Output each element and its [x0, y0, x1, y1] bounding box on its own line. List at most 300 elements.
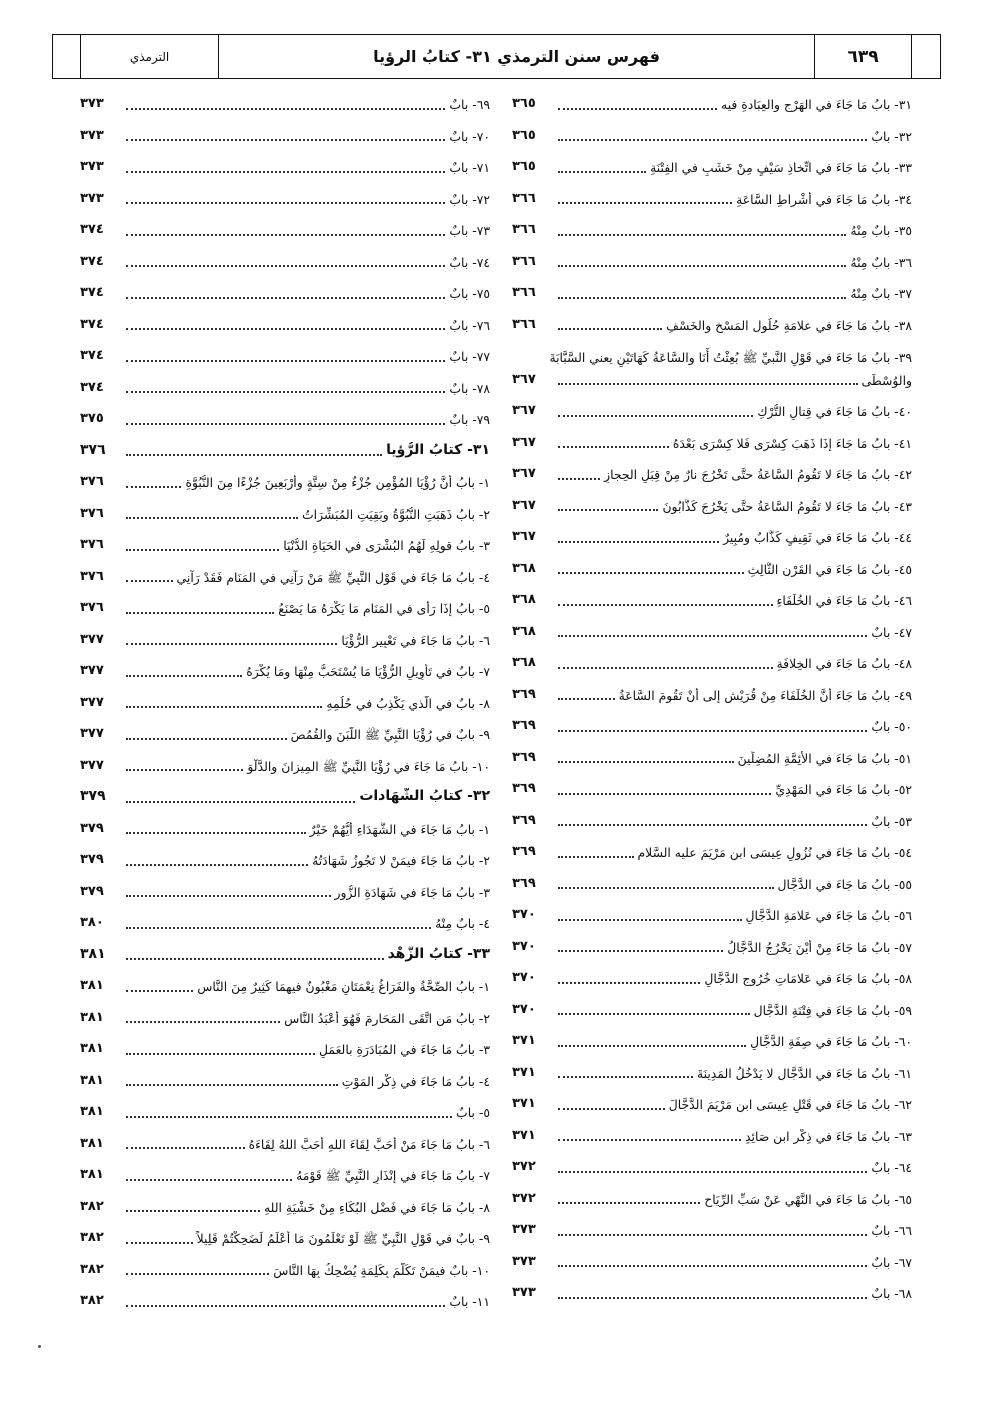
index-entry-page: ٣٦٩	[512, 718, 536, 734]
index-entry-text: ٨- بابٌ في الَّذي يَكْذِبُ في حُلُمِهِ	[326, 695, 490, 711]
index-entry-page: ٣٧٠	[512, 970, 536, 986]
index-entry-text: ٤- بابُ مَا جَاءَ في قَوْلِ النَّبِيِّ ﷺ مَنْ رَآنِي في المَنَامِ فَقَدْ رَآنِي	[176, 569, 490, 585]
index-entry[interactable]	[80, 842, 490, 874]
index-entry-text: ١- بابُ أَنَّ رُؤْيَا المُؤْمِنِ جُزْءٌ مِنْ سِتَّةٍ وأَرْبَعِينَ جُزْءًا مِنَ النُّبُوَّةِ	[185, 475, 490, 490]
index-entry[interactable]	[80, 1063, 490, 1095]
index-entry-text: ٧٦- بابٌ	[449, 317, 490, 333]
index-entry-text-continued: والوُسْطَى	[861, 372, 912, 388]
index-entry-leader	[554, 562, 912, 578]
index-entry-page: ٣٧٦	[80, 568, 104, 584]
index-entry-leader	[122, 1294, 490, 1310]
index-entry[interactable]	[512, 456, 912, 488]
dot-leader	[126, 360, 445, 362]
index-entry-page: ٣٨١	[80, 1167, 104, 1183]
index-entry-page: ٣٧٧	[80, 663, 104, 679]
index-entry-leader	[554, 751, 912, 767]
index-entry-leader	[554, 593, 912, 609]
index-entry-leader	[122, 1263, 490, 1279]
index-entry-text: ٤٨- بابُ مَا جَاءَ في الخِلافَةِ	[776, 656, 912, 671]
dot-leader	[126, 328, 445, 330]
index-entry-leader	[554, 1255, 912, 1271]
index-entry[interactable]	[512, 1244, 912, 1276]
index-entry-text: ٦٠- بابُ مَا جَاءَ في صِفَةِ الدَّجَّالِ	[750, 1034, 912, 1049]
dot-leader	[126, 580, 173, 582]
index-entry-page: ٣٧٣	[512, 1285, 536, 1301]
index-entry-leader	[122, 255, 490, 271]
index-entry-text: ٧- بابُ مَا جَاءَ في إِنْذَارِ النَّبِيِّ ﷺ قَوْمَهُ	[296, 1168, 490, 1183]
index-column-left	[80, 86, 490, 1315]
index-entry-page: ٣٦٦	[512, 222, 536, 238]
dot-leader	[126, 1021, 280, 1023]
index-entry-page: ٣٦٩	[512, 686, 536, 702]
index-entry[interactable]	[80, 149, 490, 181]
index-entry-text: ٧٩- بابٌ	[449, 412, 490, 427]
index-entry[interactable]	[512, 771, 912, 803]
dot-leader	[558, 635, 867, 637]
index-entry-text: ٣٥- بابٌ مِنْهُ	[850, 223, 912, 238]
index-entry-text: ٧٥- بابٌ	[449, 286, 490, 301]
index-entry-leader	[554, 971, 912, 987]
index-entry-page: ٣٧٦	[80, 600, 104, 616]
index-entry-leader	[122, 633, 490, 649]
index-entry[interactable]	[512, 1275, 912, 1307]
dot-leader	[126, 612, 274, 614]
index-entry-leader	[122, 916, 490, 932]
index-entry[interactable]	[512, 803, 912, 835]
dot-leader	[126, 517, 298, 519]
index-entry[interactable]	[80, 1031, 490, 1063]
index-entry-text: ٥٥- بابُ مَا جَاءَ في الدَّجَّالِ	[777, 876, 912, 892]
index-entry-text: ٣٣- بابُ مَا جَاءَ في اتِّخاذِ سَيْفٍ مِنْ خَشَبٍ في الفِتْنَةِ	[650, 160, 912, 175]
index-entry-leader	[554, 1192, 912, 1208]
index-entry-leader	[554, 499, 912, 515]
index-entry-leader	[554, 97, 912, 113]
index-entry-page: ٣٧٦	[80, 441, 106, 458]
index-entry-text: ٦٣- بابُ مَا جَاءَ في ذِكْرِ ابنِ صَائِدٍ	[745, 1128, 912, 1144]
index-entry-page: ٣٧٧	[80, 631, 104, 647]
index-entry-leader	[554, 436, 912, 452]
index-entry[interactable]	[80, 370, 490, 402]
index-entry-page: ٣٦٩	[512, 812, 536, 828]
index-entry-page: ٣٦٨	[512, 560, 536, 576]
index-entry[interactable]	[512, 149, 912, 181]
index-entry-page: ٣٦٩	[512, 875, 536, 891]
section-heading[interactable]	[80, 433, 490, 465]
index-entry-leader	[554, 940, 912, 956]
index-entry[interactable]	[80, 118, 490, 150]
section-heading[interactable]	[80, 937, 490, 969]
index-entry[interactable]	[512, 338, 912, 393]
index-entry-page: ٣٧٢	[512, 1190, 536, 1206]
index-entry-page: ٣٨٢	[80, 1198, 104, 1214]
index-entry-leader	[122, 412, 490, 428]
section-heading[interactable]	[80, 779, 490, 811]
index-entry-page: ٣٧٤	[80, 348, 104, 364]
index-entry[interactable]	[512, 645, 912, 677]
index-entry-page: ٣٧١	[512, 1096, 536, 1112]
index-entry[interactable]	[80, 496, 490, 528]
dot-leader	[558, 730, 867, 732]
index-entry[interactable]	[512, 393, 912, 425]
index-entry-text: ٤٧- بابٌ	[871, 624, 912, 640]
index-entry-page: ٣٧٩	[80, 883, 104, 899]
section-heading-text: ٣١- كتابُ الرُّؤيا	[386, 441, 490, 458]
index-entry[interactable]	[512, 1086, 912, 1118]
dot-leader	[126, 1147, 245, 1149]
index-entry-leader	[554, 782, 912, 798]
header-subtitle: الترمذي	[81, 35, 219, 78]
dot-leader	[558, 297, 846, 299]
index-entry[interactable]	[80, 401, 490, 433]
index-entry-page: ٣٧٠	[512, 1001, 536, 1017]
dot-leader	[558, 139, 867, 141]
dot-leader	[126, 454, 382, 456]
index-entry-page: ٣٧٣	[512, 1222, 536, 1238]
index-entry[interactable]	[80, 1000, 490, 1032]
index-entry-leader	[554, 1223, 912, 1239]
dot-leader	[558, 171, 646, 173]
dot-leader	[558, 1234, 867, 1236]
index-entry-leader	[554, 160, 912, 176]
index-entry-text: ٥٨- بابُ مَا جَاءَ في عَلامَاتِ خُرُوجِ الدَّجَّالِ	[704, 971, 912, 986]
index-entry-page: ٣٧٦	[80, 537, 104, 553]
index-entry-text: ٣٩- بابُ مَا جَاءَ في قَوْلِ النَّبيِّ ﷺ بُعِثْتُ أَنَا والسَّاعَةُ كَهَاتَيْنِ يعني السَّبَّابَةَ	[549, 350, 912, 366]
index-entry-text: ٣١- بابُ مَا جَاءَ في الهَرْجِ والعِبَادةِ فيه	[721, 97, 912, 112]
index-entry[interactable]	[80, 559, 490, 591]
index-entry-text: ٧٠- بابٌ	[449, 128, 490, 144]
index-entry[interactable]	[512, 118, 912, 150]
index-entry-page: ٣٦٨	[512, 623, 536, 639]
index-entry[interactable]	[80, 748, 490, 780]
index-entry-text: ٤٢- بابُ مَا جَاءَ لا تَقُومُ السَّاعَةُ حتَّى تَخْرُجَ نارٌ مِنْ قِبَلِ الحِجازِ	[604, 467, 912, 482]
index-entry-page: ٣٦٧	[512, 497, 536, 513]
index-entry-text: ٣- بابُ مَا جَاءَ في المُبَادَرَةِ بالعَمَلِ	[319, 1042, 490, 1057]
index-entry[interactable]	[80, 716, 490, 748]
index-entry[interactable]	[512, 181, 912, 213]
index-entry[interactable]	[80, 464, 490, 496]
dot-leader	[126, 1305, 445, 1307]
index-entry-text: ٧٧- بابٌ	[449, 349, 490, 364]
dot-leader	[126, 549, 279, 551]
dot-leader	[126, 1053, 315, 1055]
index-entry[interactable]	[512, 677, 912, 709]
index-entry-page: ٣٦٦	[512, 316, 536, 332]
dot-leader	[126, 675, 242, 677]
index-entry[interactable]	[512, 519, 912, 551]
index-entry[interactable]	[512, 897, 912, 929]
index-entry-leader	[554, 192, 912, 208]
index-entry-text: ٢- بابُ مَا جَاءَ فيمَنْ لا تَجُوزُ شَهَادَتُهُ	[312, 853, 490, 868]
dot-leader	[126, 1116, 452, 1118]
index-entry-leader	[122, 946, 490, 964]
index-entry[interactable]	[80, 275, 490, 307]
index-entry-leader	[554, 814, 912, 830]
index-entry-text: ٣٦- بابٌ مِنْهُ	[850, 254, 912, 270]
index-entry[interactable]	[80, 244, 490, 276]
dot-leader	[558, 698, 615, 700]
index-entry-text: ٥١- بابُ مَا جَاءَ في الأَئِمَّةِ المُضِلِّينَ	[737, 750, 912, 766]
index-entry-page: ٣٧٢	[512, 1159, 536, 1175]
index-entry-leader	[554, 286, 912, 302]
dot-leader	[126, 202, 445, 204]
index-entry-page: ٣٧٤	[80, 316, 104, 332]
index-entry-page: ٣٨٢	[80, 1261, 104, 1277]
index-entry-text: ٥٩- بابُ مَا جَاءَ في فِتْنَةِ الدَّجَّالِ	[753, 1002, 912, 1018]
index-entry-page: ٣٦٩	[512, 844, 536, 860]
index-entry[interactable]	[512, 929, 912, 961]
index-entry-leader	[122, 1168, 490, 1184]
header-empty-cell-right	[912, 35, 940, 78]
index-entry-text: ٤٩- بابُ مَا جَاءَ أَنَّ الخُلَفَاءَ مِنْ قُرَيْشٍ إلى أَنْ تَقُومَ السَّاعَةُ	[618, 687, 912, 703]
dot-leader	[126, 864, 308, 866]
index-entry[interactable]	[512, 992, 912, 1024]
index-entry[interactable]	[80, 1252, 490, 1284]
index-entry-page: ٣٧٣	[80, 127, 104, 143]
index-entry-text: ٤٠- بابُ مَا جَاءَ في قِتالِ التُّرْكِ	[757, 404, 912, 419]
index-entry-text: ٣٧- بابٌ مِنْهُ	[850, 286, 912, 301]
index-entry[interactable]	[512, 1055, 912, 1087]
index-entry-page: ٣٧٣	[80, 190, 104, 206]
index-entry-text: ٤٣- بابُ مَا جَاءَ لا تَقُومُ السَّاعَةُ حتَّى يَخْرُجَ كَذَّابُونَ	[662, 498, 912, 514]
index-entry[interactable]	[80, 905, 490, 937]
dot-leader	[558, 950, 723, 952]
index-entry-page: ٣٦٦	[512, 253, 536, 269]
index-entry[interactable]	[512, 614, 912, 646]
index-entry-leader	[122, 129, 490, 145]
index-entry-page: ٣٧٥	[80, 411, 104, 427]
index-entry[interactable]	[512, 1118, 912, 1150]
index-entry-text: ٢- بابُ مَنِ اتَّقَى المَحَارِمَ فَهُوَ أَعْبَدُ النَّاسِ	[284, 1010, 490, 1026]
index-entry-leader	[122, 349, 490, 365]
index-entry-page: ٣٧٦	[80, 505, 104, 521]
index-entry-leader	[122, 1074, 490, 1090]
index-entry-text: ٣٤- بابُ مَا جَاءَ في أَشْراطِ السَّاعَةِ	[736, 191, 912, 207]
index-entry[interactable]	[512, 86, 912, 118]
dot-leader	[126, 958, 384, 960]
index-entry-leader	[122, 1011, 490, 1027]
index-entry-page: ٣٨١	[80, 1135, 104, 1151]
index-entry-text: ٥٠- بابٌ	[871, 719, 912, 734]
index-entry-page: ٣٧٠	[512, 907, 536, 923]
index-entry-page: ٣٦٨	[512, 592, 536, 608]
dot-leader	[558, 887, 774, 889]
dot-leader	[126, 486, 181, 488]
index-entry-page: ٣٧٤	[80, 285, 104, 301]
index-entry[interactable]	[80, 307, 490, 339]
index-entry-page: ٣٦٧	[512, 403, 536, 419]
index-entry-leader	[122, 664, 490, 680]
index-entry-leader	[554, 908, 912, 924]
dot-leader	[558, 1045, 746, 1047]
index-entry-leader	[122, 318, 490, 334]
index-entry[interactable]	[512, 582, 912, 614]
index-entry[interactable]	[80, 1283, 490, 1315]
index-entry-leader	[554, 1003, 912, 1019]
dot-leader	[558, 793, 771, 795]
index-entry-text: ٧- بابٌ في تَأْوِيلِ الرُّؤْيَا مَا يُسْتَحَبُّ مِنْهَا ومَا يُكْرَهُ	[246, 664, 490, 679]
index-entry[interactable]	[80, 1189, 490, 1221]
index-entry-text: ٤٤- بابُ مَا جَاءَ في ثَقِيفٍ كَذَّابٌ ومُبِيرٌ	[723, 530, 912, 545]
index-entry[interactable]	[512, 834, 912, 866]
dot-leader	[126, 1273, 269, 1275]
dot-leader	[558, 982, 700, 984]
index-entry-leader	[122, 979, 490, 995]
dot-leader	[126, 801, 355, 803]
index-entry[interactable]	[80, 1157, 490, 1189]
index-entry-page: ٣٦٥	[512, 96, 536, 112]
dot-leader	[126, 895, 331, 897]
index-entry-text: ٦٢- بابُ مَا جَاءَ في قَتْلِ عِيسَى ابنِ مَرْيَمَ الدَّجَّالَ	[668, 1097, 912, 1112]
index-entry-continuation	[512, 372, 912, 388]
index-entry-text: ٥٧- بابُ مَا جَاءَ مِنْ أَيْنَ يَخْرُجُ الدَّجَّالُ	[727, 939, 912, 955]
index-entry-page: ٣٦٧	[512, 529, 536, 545]
index-entry-leader	[122, 601, 490, 617]
index-entry-text: ٥٣- بابٌ	[871, 813, 912, 829]
index-entry-leader	[122, 507, 490, 523]
index-entry[interactable]	[80, 338, 490, 370]
page-number: ٦٣٩	[815, 35, 912, 78]
index-entry[interactable]	[512, 708, 912, 740]
index-entry-leader	[122, 1200, 490, 1216]
index-entry-text: ٣٢- بابٌ	[871, 128, 912, 144]
dot-leader	[558, 856, 634, 858]
index-entry[interactable]	[80, 86, 490, 118]
index-entry[interactable]	[512, 275, 912, 307]
index-entry-text: ٤٥- بابُ مَا جَاءَ في القَرْنِ الثَّالِثِ	[747, 561, 912, 577]
index-entry-text: ٤٦- بابُ مَا جَاءَ في الخُلَفَاءِ	[776, 593, 912, 608]
index-entry-text: ١- بابُ مَا جَاءَ في الشُّهَدَاءِ أَيُّهُمْ خَيْرٌ	[309, 821, 490, 837]
index-entry-page: ٣٧٣	[80, 159, 104, 175]
index-entry-page: ٣٨٢	[80, 1230, 104, 1246]
index-entry-text: ٦٩- بابٌ	[449, 97, 490, 112]
index-entry[interactable]	[512, 488, 912, 520]
header-title: فهرس سنن الترمذي ٣١- كتابُ الرؤيا	[219, 35, 815, 78]
index-entry[interactable]	[80, 811, 490, 843]
index-entry-page: ٣٧١	[512, 1033, 536, 1049]
index-entry-leader	[554, 877, 912, 893]
index-entry-text: ٩- بابٌ في قَوْلِ النَّبِيِّ ﷺ لَوْ تَعْلَمُونَ مَا أَعْلَمُ لَضَحِكْتُمْ قَلِيلاً	[196, 1231, 490, 1246]
index-entry-leader	[122, 696, 490, 712]
index-entry-leader	[122, 1042, 490, 1058]
index-entry[interactable]	[80, 527, 490, 559]
dot-leader	[126, 297, 445, 299]
index-entry[interactable]	[512, 1181, 912, 1213]
dot-leader	[126, 643, 337, 645]
index-entry-leader	[554, 656, 912, 672]
index-entry-leader	[554, 1286, 912, 1302]
dot-leader	[126, 769, 243, 771]
index-entry-leader	[122, 192, 490, 208]
index-entry[interactable]	[512, 212, 912, 244]
dot-leader	[558, 824, 867, 826]
index-entry-page: ٣٧٤	[80, 222, 104, 238]
dot-leader	[558, 1297, 867, 1299]
index-entry-text: ٤- بابٌ مِنْهُ	[435, 916, 490, 931]
dot-leader	[126, 927, 431, 929]
dot-leader	[558, 202, 732, 204]
index-entry-leader	[122, 788, 490, 806]
index-entry-page: ٣٦٥	[512, 159, 536, 175]
index-entry-page: ٣٧٩	[80, 788, 106, 804]
index-entry[interactable]	[80, 653, 490, 685]
index-entry-page: ٣٧٠	[512, 938, 536, 954]
index-entry[interactable]	[80, 685, 490, 717]
index-entry-page: ٣٧٦	[80, 474, 104, 490]
index-entry-leader	[122, 223, 490, 239]
index-entry-text: ٧١- بابٌ	[449, 160, 490, 175]
index-entry-leader	[554, 255, 912, 271]
index-entry[interactable]	[80, 874, 490, 906]
index-entry-leader	[554, 688, 912, 704]
index-entry-text: ٦٥- بابُ مَا جَاءَ في النَّهْيِ عَنْ سَبِّ الرِّيَاحِ	[704, 1191, 912, 1207]
index-entry-text: ٦- بابُ مَا جَاءَ في تَعْبِيرِ الرُّؤْيَا	[341, 632, 490, 648]
scan-speck	[38, 1345, 41, 1348]
index-entry[interactable]	[512, 1149, 912, 1181]
index-entry-page: ٣٦٧	[512, 466, 536, 482]
index-entry[interactable]	[512, 1212, 912, 1244]
index-entry-text: ٥٦- بابُ مَا جَاءَ في عَلامَةِ الدَّجَّالِ	[745, 908, 912, 923]
index-entry-page: ٣٨١	[80, 1072, 104, 1088]
index-entry[interactable]	[512, 960, 912, 992]
index-entry[interactable]	[80, 212, 490, 244]
dot-leader	[558, 328, 662, 330]
dot-leader	[558, 265, 846, 267]
index-entry-page: ٣٦٧	[512, 371, 536, 387]
dot-leader	[558, 1013, 750, 1015]
index-entry-leader	[554, 404, 912, 420]
index-entry-leader	[554, 1160, 912, 1176]
index-entry-page: ٣٨١	[80, 1041, 104, 1057]
dot-leader	[558, 478, 600, 480]
index-entry-leader	[122, 160, 490, 176]
index-entry-text: ٧٣- بابٌ	[449, 223, 490, 238]
index-entry-page: ٣٦٦	[512, 285, 536, 301]
index-entry[interactable]	[512, 1023, 912, 1055]
index-entry[interactable]	[80, 590, 490, 622]
index-entry[interactable]	[512, 740, 912, 772]
index-entry[interactable]	[80, 1126, 490, 1158]
dot-leader	[558, 761, 734, 763]
dot-leader	[558, 1139, 741, 1141]
index-entry-text: ٤١- بابُ مَا جَاءَ إِذَا ذَهَبَ كِسْرَى فَلا كِسْرَى بَعْدَهُ	[672, 435, 912, 451]
index-entry[interactable]	[80, 1094, 490, 1126]
index-entry[interactable]	[512, 551, 912, 583]
index-entry[interactable]	[80, 181, 490, 213]
index-entry-page: ٣٧٣	[80, 96, 104, 112]
index-entry-leader	[554, 373, 912, 389]
dot-leader	[558, 1171, 867, 1173]
index-entry-leader	[554, 318, 912, 334]
index-entry[interactable]	[512, 244, 912, 276]
dot-leader	[558, 541, 719, 543]
index-entry[interactable]	[80, 968, 490, 1000]
index-entry-leader	[122, 822, 490, 838]
index-entry-leader	[554, 1066, 912, 1082]
index-entry-text: ١٠- بابٌ فيمَنْ تَكَلَّمَ بِكَلِمَةٍ يُضْحِكُ بِهَا النَّاسَ	[273, 1262, 490, 1278]
index-entry-text: ٦٦- بابٌ	[871, 1223, 912, 1238]
index-entry[interactable]	[512, 866, 912, 898]
dot-leader	[558, 383, 858, 385]
dot-leader	[558, 415, 753, 417]
index-entry[interactable]	[80, 622, 490, 654]
index-column-right	[512, 86, 912, 1307]
index-entry[interactable]	[512, 307, 912, 339]
index-entry-page: ٣٧٩	[80, 852, 104, 868]
index-entry[interactable]	[80, 1220, 490, 1252]
index-entry[interactable]	[512, 425, 912, 457]
index-entry-leader	[554, 719, 912, 735]
index-entry-page: ٣٨٠	[80, 915, 104, 931]
